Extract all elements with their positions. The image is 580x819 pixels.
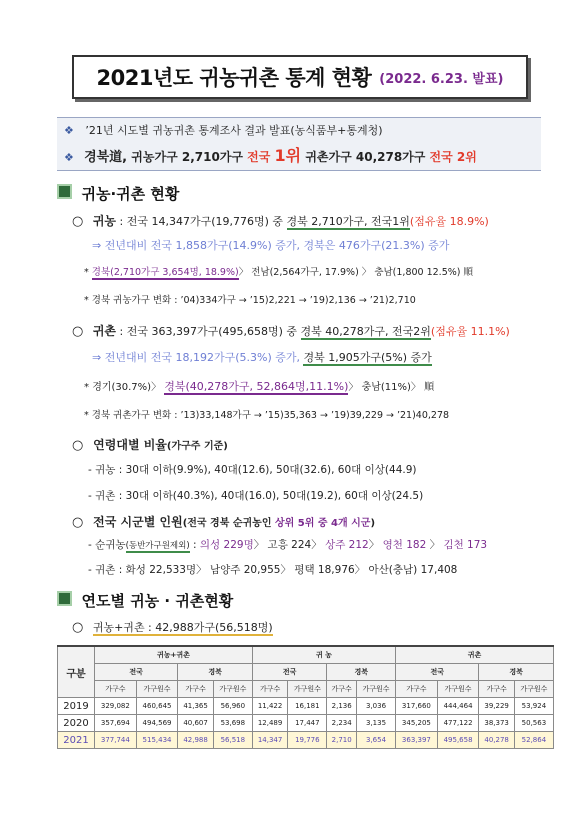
table-cell: 329,082 bbox=[95, 698, 137, 715]
subheader-cell: 가구수 bbox=[479, 681, 514, 698]
table-row bbox=[58, 732, 554, 749]
table-cell: 2,710 bbox=[327, 732, 357, 749]
table-cell: 19,776 bbox=[288, 732, 327, 749]
age-header: ○ 연령대별 비율(가구주 기준) bbox=[72, 438, 228, 453]
region-header-cell: 전국 bbox=[396, 664, 479, 681]
table-cell: 3,036 bbox=[357, 698, 396, 715]
subheader-cell: 가구원수 bbox=[213, 681, 252, 698]
gwichon-line: ○ 귀촌 : 전국 363,397가구(495,658명) 중 경북 40,278가구, 전국2위(점유율 11.1%) bbox=[72, 324, 510, 339]
gwinong-compare: ⇒ 전년대비 전국 1,858가구(14.9%) 증가, 경북은 476가구(21.3%) 증가 bbox=[92, 239, 450, 252]
table-cell: 12,489 bbox=[252, 715, 287, 732]
asterisk-bullet-icon: * bbox=[84, 382, 89, 393]
table-cell: 345,205 bbox=[396, 715, 438, 732]
subheader-cell: 가구수 bbox=[327, 681, 357, 698]
table-cell: 53,924 bbox=[514, 698, 553, 715]
table-cell: 495,658 bbox=[437, 732, 479, 749]
table-cell: 2,136 bbox=[327, 698, 357, 715]
asterisk-bullet-icon: * bbox=[84, 410, 89, 421]
column-header-category: 구분 bbox=[58, 646, 95, 698]
circle-bullet-icon: ○ bbox=[72, 620, 84, 635]
region-header-cell: 경북 bbox=[327, 664, 396, 681]
table-cell: 363,397 bbox=[396, 732, 438, 749]
diamond-bullet-icon: ❖ bbox=[64, 124, 74, 137]
subheader-cell: 가구수 bbox=[95, 681, 137, 698]
table-cell: 39,229 bbox=[479, 698, 514, 715]
table-cell: 357,694 bbox=[95, 715, 137, 732]
table-cell: 3,135 bbox=[357, 715, 396, 732]
asterisk-bullet-icon: * bbox=[84, 267, 89, 278]
summary-line-2: ❖ 경북道, 귀농가구 2,710가구 전국 1위 귀촌가구 40,278가구 전국 2위 bbox=[64, 146, 477, 165]
title-box bbox=[72, 55, 528, 99]
diamond-bullet-icon: ❖ bbox=[64, 151, 74, 164]
table-cell: 52,864 bbox=[514, 732, 553, 749]
table-row bbox=[58, 715, 554, 732]
subheader-cell: 가구원수 bbox=[288, 681, 327, 698]
subheader-cell: 가구원수 bbox=[136, 681, 178, 698]
table-cell: 42,988 bbox=[178, 732, 213, 749]
subheader-cell: 가구원수 bbox=[357, 681, 396, 698]
table-row bbox=[58, 698, 554, 715]
subheader-cell: 가구원수 bbox=[514, 681, 553, 698]
circle-bullet-icon: ○ bbox=[72, 438, 84, 453]
table-cell: 515,434 bbox=[136, 732, 178, 749]
table-cell: 494,569 bbox=[136, 715, 178, 732]
table-cell: 2,234 bbox=[327, 715, 357, 732]
region-header-cell: 전국 bbox=[95, 664, 178, 681]
total-line: ○ 귀농+귀촌 : 42,988가구(56,518명) bbox=[72, 620, 273, 635]
section-square-icon bbox=[57, 591, 72, 606]
table-cell: 14,347 bbox=[252, 732, 287, 749]
table-cell: 17,447 bbox=[288, 715, 327, 732]
subheader-cell: 가구원수 bbox=[437, 681, 479, 698]
yearly-stats-table bbox=[57, 645, 554, 749]
year-cell: 2021 bbox=[58, 732, 95, 749]
group-header: 귀촌 bbox=[396, 646, 554, 664]
age-gwinong: - 귀농 : 30대 이하(9.9%), 40대(12.6), 50대(32.6), 60대 이상(44.9) bbox=[88, 464, 417, 476]
region-header-cell: 전국 bbox=[252, 664, 327, 681]
region-gwinong: - 순귀농(동반가구원제외) : 의성 229명〉 고흥 224〉 상주 212〉 영천 182 〉 김천 173 bbox=[88, 539, 488, 551]
table-cell: 377,744 bbox=[95, 732, 137, 749]
circle-bullet-icon: ○ bbox=[72, 324, 84, 339]
gwichon-compare: ⇒ 전년대비 전국 18,192가구(5.3%) 증가, 경북 1,905가구(5%) 증가 bbox=[92, 351, 432, 364]
year-cell: 2020 bbox=[58, 715, 95, 732]
year-cell: 2019 bbox=[58, 698, 95, 715]
table-cell: 56,518 bbox=[213, 732, 252, 749]
page-title: 2021년도 귀농귀촌 통계 현황 bbox=[96, 66, 372, 90]
table-cell: 16,181 bbox=[288, 698, 327, 715]
table-cell: 317,660 bbox=[396, 698, 438, 715]
gwinong-rank: * 경북(2,710가구 3,654명, 18.9%)〉 전남(2,564가구, 17.9%) 〉 충남(1,800 12.5%) 順 bbox=[84, 267, 473, 278]
subheader-cell: 가구수 bbox=[396, 681, 438, 698]
subheader-cell: 가구수 bbox=[178, 681, 213, 698]
table-cell: 40,607 bbox=[178, 715, 213, 732]
table-cell: 56,960 bbox=[213, 698, 252, 715]
gwinong-trend: * 경북 귀농가구 변화 : ’04)334가구 → ’15)2,221 → ’19)2,136 → ’21)2,710 bbox=[84, 295, 416, 306]
release-date: (2022. 6.23. 발표) bbox=[379, 71, 504, 87]
group-header: 귀농+귀촌 bbox=[95, 646, 253, 664]
summary-line-1: ❖ ’21년 시도별 귀농귀촌 통계조사 결과 발표(농식품부+통계청) bbox=[64, 124, 383, 137]
subheader-cell: 가구수 bbox=[252, 681, 287, 698]
section-2-header: 연도별 귀농 · 귀촌현황 bbox=[57, 590, 233, 611]
table-cell: 11,422 bbox=[252, 698, 287, 715]
gwinong-line: ○ 귀농 : 전국 14,347가구(19,776명) 중 경북 2,710가구, 전국1위(점유율 18.9%) bbox=[72, 214, 489, 229]
table-cell: 444,464 bbox=[437, 698, 479, 715]
asterisk-bullet-icon: * bbox=[84, 295, 89, 306]
region-header-cell: 경북 bbox=[178, 664, 253, 681]
subheader-row bbox=[58, 681, 554, 698]
section-square-icon bbox=[57, 184, 72, 199]
table-cell: 460,645 bbox=[136, 698, 178, 715]
table-cell: 40,278 bbox=[479, 732, 514, 749]
age-gwichon: - 귀촌 : 30대 이하(40.3%), 40대(16.0), 50대(19.2), 60대 이상(24.5) bbox=[88, 490, 424, 502]
table-cell: 38,373 bbox=[479, 715, 514, 732]
gwichon-trend: * 경북 귀촌가구 변화 : ’13)33,148가구 → ’15)35,363 → ’19)39,229 → ’21)40,278 bbox=[84, 410, 450, 421]
table-cell: 477,122 bbox=[437, 715, 479, 732]
table-cell: 41,365 bbox=[178, 698, 213, 715]
region-header: ○ 전국 시군별 인원(전국 경북 순귀농인 상위 5위 중 4개 시군) bbox=[72, 515, 376, 530]
group-header: 귀 농 bbox=[252, 646, 395, 664]
section-1-header: 귀농·귀촌 현황 bbox=[57, 183, 179, 204]
gwichon-rank: * 경기(30.7%)〉 경북(40,278가구, 52,864명,11.1%)〉 충남(11%)〉 順 bbox=[84, 380, 435, 393]
table-cell: 50,563 bbox=[514, 715, 553, 732]
region-gwichon: - 귀촌 : 화성 22,533명〉 남양주 20,955〉 평택 18,976〉 아산(충남) 17,408 bbox=[88, 564, 458, 576]
circle-bullet-icon: ○ bbox=[72, 214, 84, 229]
table-cell: 3,654 bbox=[357, 732, 396, 749]
circle-bullet-icon: ○ bbox=[72, 515, 84, 530]
region-header-cell: 경북 bbox=[479, 664, 554, 681]
table-cell: 53,698 bbox=[213, 715, 252, 732]
